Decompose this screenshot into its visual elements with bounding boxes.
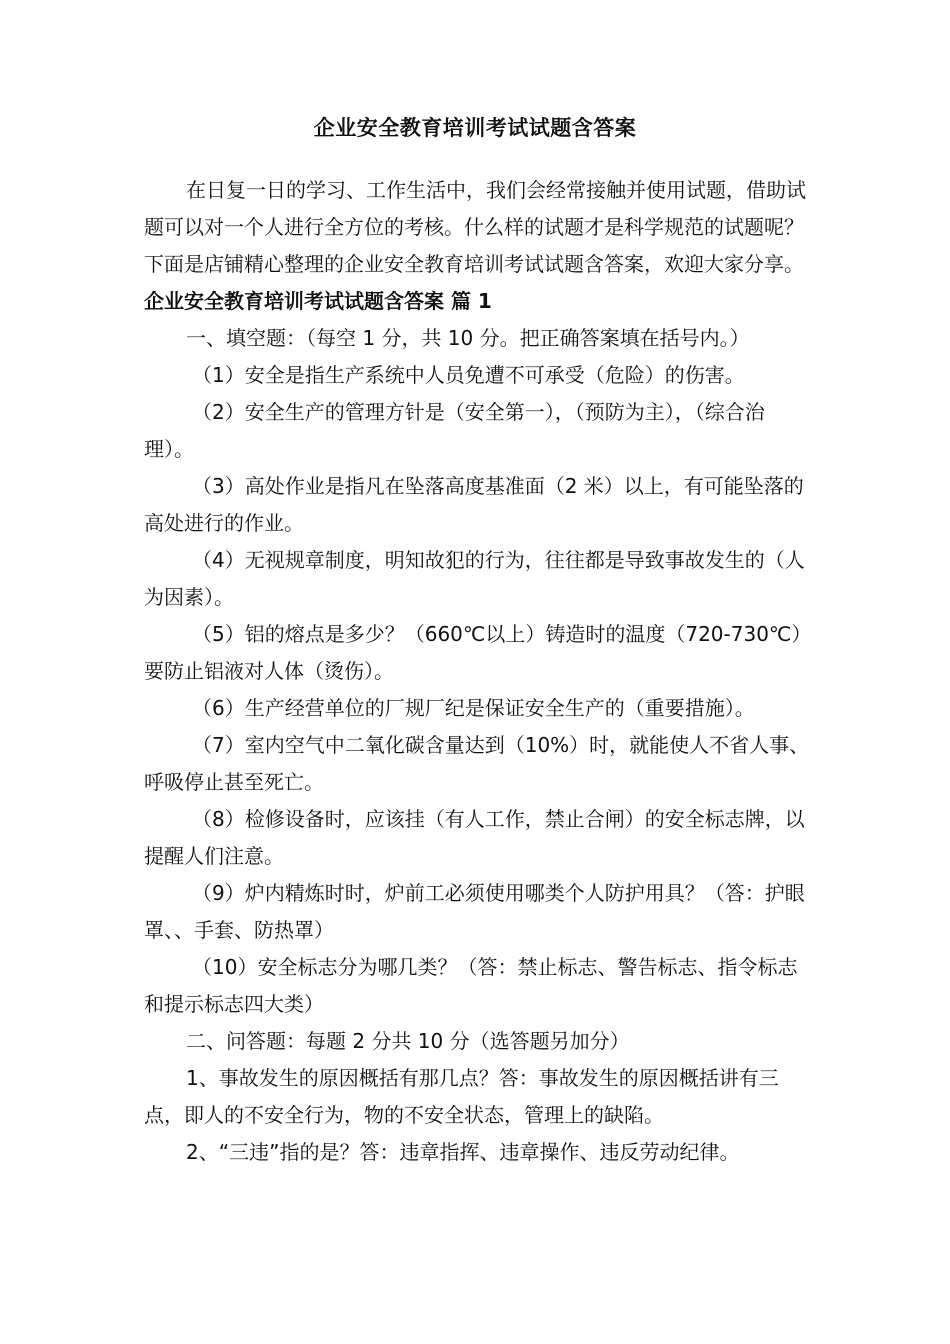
fill-item: （6）生产经营单位的厂规厂纪是保证安全生产的（重要措施）。: [192, 696, 755, 720]
fill-item: （9）炉内精炼时时，炉前工必须使用哪类个人防护用具？（答：护眼罩、、手套、防热罩）: [144, 881, 805, 942]
section-heading: 企业安全教育培训考试试题含答案 篇 1: [144, 289, 492, 313]
fill-item: （10）安全标志分为哪几类？（答：禁止标志、警告标志、指令标志和提示标志四大类）: [144, 955, 798, 1016]
fill-item: （7）室内空气中二氧化碳含量达到（10%）时，就能使人不省人事、呼吸停止甚至死亡。: [144, 733, 810, 794]
fill-item: （3）高处作业是指凡在坠落高度基准面（2 米）以上，有可能坠落的高处进行的作业。: [144, 474, 804, 535]
fill-item: （2）安全生产的管理方针是（安全第一），（预防为主），（综合治理）。: [144, 400, 765, 461]
part1-heading: 一、填空题：（每空 1 分，共 10 分。把正确答案填在括号内。）: [186, 326, 750, 350]
fill-item: （8）检修设备时，应该挂（有人工作，禁止合闸）的安全标志牌，以提醒人们注意。: [144, 807, 805, 868]
part2-heading: 二、问答题：每题 2 分共 10 分（选答题另加分）: [186, 1029, 630, 1053]
document-title: 企业安全教育培训考试试题含答案: [313, 116, 637, 140]
fill-item: （4）无视规章制度，明知故犯的行为，往往都是导致事故发生的（人为因素）。: [144, 548, 805, 609]
document-body: [144, 172, 814, 1171]
qa-item: 1、事故发生的原因概括有那几点？答：事故发生的原因概括讲有三点，即人的不安全行为，物的不安全状态，管理上的缺陷。: [144, 1066, 779, 1127]
fill-item: （5）铝的熔点是多少？（660℃以上）铸造时的温度（720-730℃）要防止铝液对人体（烫伤）。: [144, 622, 812, 683]
intro-paragraph: 在日复一日的学习、工作生活中，我们会经常接触并使用试题，借助试题可以对一个人进行全方位的考核。什么样的试题才是科学规范的试题呢？下面是店铺精心整理的企业安全教育培训考试试题含答案，欢迎大家分享。: [144, 178, 806, 276]
fill-item: （1）安全是指生产系统中人员免遭不可承受（危险）的伤害。: [192, 363, 745, 387]
qa-item: 2、“三违”指的是？答：违章指挥、违章操作、违反劳动纪律。: [186, 1140, 740, 1164]
